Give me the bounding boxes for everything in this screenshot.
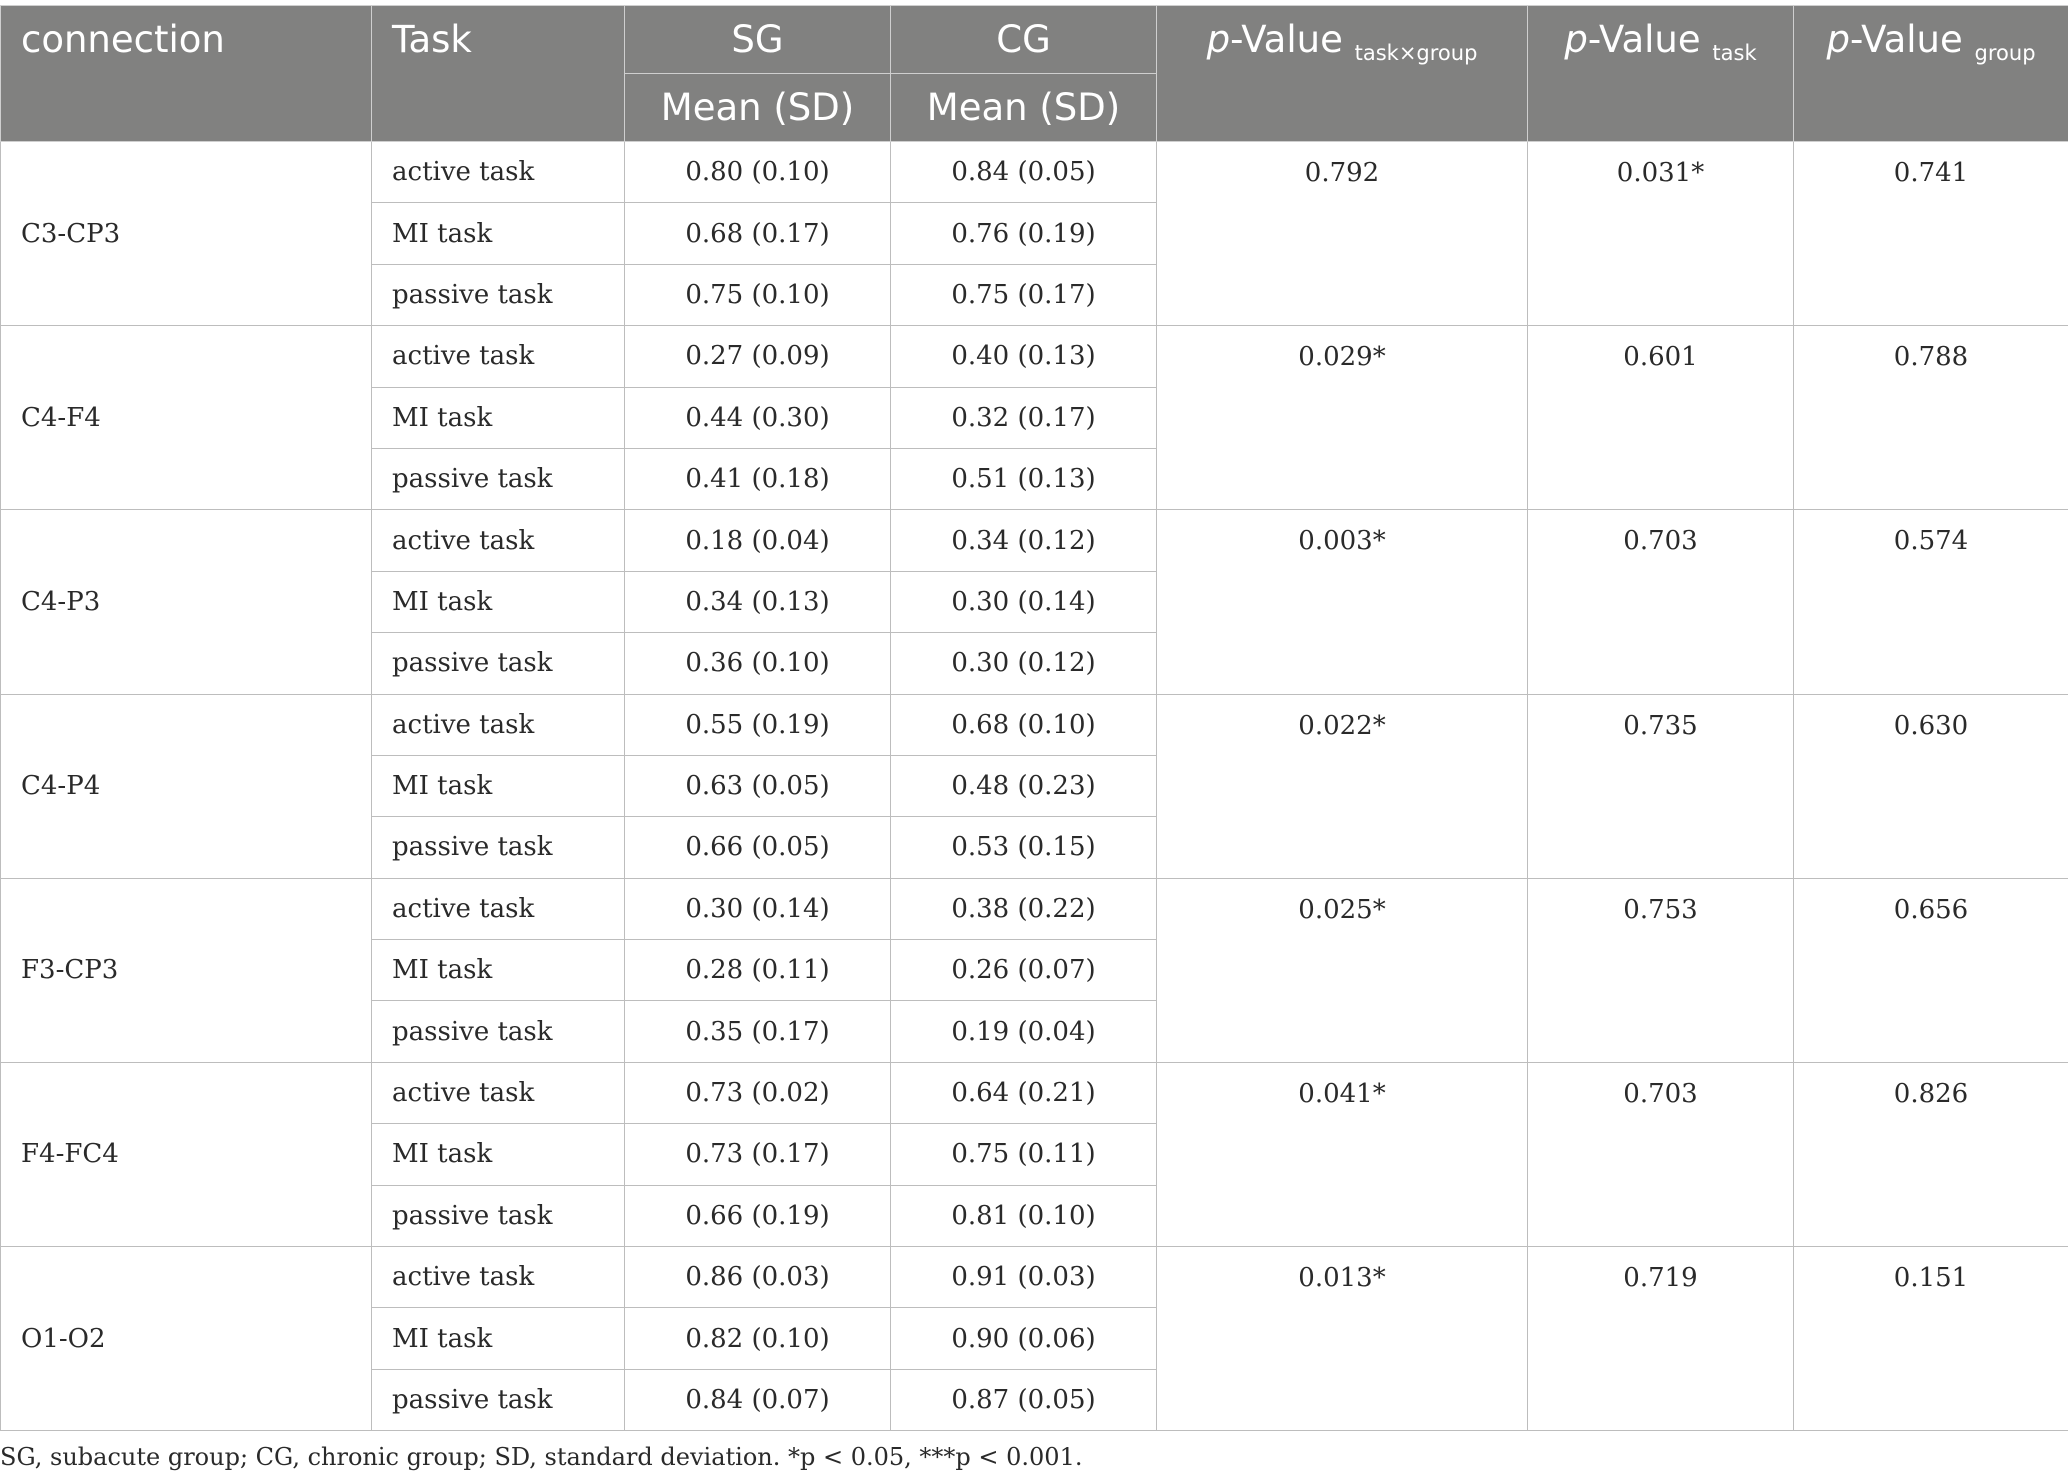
p-task-cell: 0.719 (1528, 1247, 1794, 1431)
task-cell: active task (372, 1062, 625, 1123)
task-cell: MI task (372, 940, 625, 1001)
sg-value-cell: 0.84 (0.07) (625, 1369, 891, 1430)
task-cell: passive task (372, 633, 625, 694)
p-value-word: -Value (1230, 18, 1343, 61)
table-row (1, 142, 2068, 203)
sg-value-cell: 0.68 (0.17) (625, 203, 891, 264)
sg-value-cell: 0.30 (0.14) (625, 878, 891, 939)
sg-value-cell: 0.75 (0.10) (625, 264, 891, 325)
header-task: Task (372, 6, 625, 142)
p-letter: p (1826, 18, 1850, 61)
cg-value-cell: 0.87 (0.05) (891, 1369, 1157, 1430)
cg-value-cell: 0.26 (0.07) (891, 940, 1157, 1001)
task-cell: passive task (372, 264, 625, 325)
cg-value-cell: 0.75 (0.11) (891, 1124, 1157, 1185)
table-row (1, 1062, 2068, 1123)
task-cell: active task (372, 878, 625, 939)
header-sg-mean-sd: Mean (SD) (625, 74, 891, 142)
sg-value-cell: 0.18 (0.04) (625, 510, 891, 571)
p-value-word: -Value (1849, 18, 1963, 61)
results-table (0, 5, 2068, 1431)
cg-value-cell: 0.64 (0.21) (891, 1062, 1157, 1123)
sg-value-cell: 0.86 (0.03) (625, 1247, 891, 1308)
connection-cell: C4-P4 (1, 694, 372, 878)
connection-cell: C4-P3 (1, 510, 372, 694)
p-interaction-cell: 0.029* (1157, 326, 1528, 510)
task-cell: MI task (372, 203, 625, 264)
task-cell: MI task (372, 755, 625, 816)
sg-value-cell: 0.34 (0.13) (625, 571, 891, 632)
table-row (1, 694, 2068, 755)
p-interaction-cell: 0.003* (1157, 510, 1528, 694)
p-task-cell: 0.735 (1528, 694, 1794, 878)
table-row (1, 1247, 2068, 1308)
header-cg-mean-sd: Mean (SD) (891, 74, 1157, 142)
sg-value-cell: 0.66 (0.05) (625, 817, 891, 878)
header-cg: CG (891, 6, 1157, 74)
p-letter: p (1564, 18, 1588, 61)
sg-value-cell: 0.35 (0.17) (625, 1001, 891, 1062)
task-cell: passive task (372, 448, 625, 509)
sg-value-cell: 0.55 (0.19) (625, 694, 891, 755)
p-interaction-cell: 0.022* (1157, 694, 1528, 878)
p-interaction-cell: 0.013* (1157, 1247, 1528, 1431)
sg-value-cell: 0.27 (0.09) (625, 326, 891, 387)
cg-value-cell: 0.53 (0.15) (891, 817, 1157, 878)
p-interaction-cell: 0.025* (1157, 878, 1528, 1062)
task-cell: MI task (372, 571, 625, 632)
task-cell: passive task (372, 1001, 625, 1062)
task-cell: passive task (372, 817, 625, 878)
p-task-cell: 0.703 (1528, 1062, 1794, 1246)
sg-value-cell: 0.44 (0.30) (625, 387, 891, 448)
task-cell: MI task (372, 387, 625, 448)
p-group-cell: 0.656 (1794, 878, 2068, 1062)
sg-value-cell: 0.66 (0.19) (625, 1185, 891, 1246)
p-group-cell: 0.826 (1794, 1062, 2068, 1246)
sg-value-cell: 0.80 (0.10) (625, 142, 891, 203)
p-task-cell: 0.601 (1528, 326, 1794, 510)
task-cell: active task (372, 326, 625, 387)
p-group-cell: 0.151 (1794, 1247, 2068, 1431)
header-connection: connection (1, 6, 372, 142)
p-task-cell: 0.703 (1528, 510, 1794, 694)
sg-value-cell: 0.73 (0.17) (625, 1124, 891, 1185)
p-task-cell: 0.031* (1528, 142, 1794, 326)
p-interaction-cell: 0.041* (1157, 1062, 1528, 1246)
connection-cell: C4-F4 (1, 326, 372, 510)
task-cell: passive task (372, 1369, 625, 1430)
task-cell: MI task (372, 1124, 625, 1185)
p-letter: p (1206, 18, 1231, 61)
header-p-task (1528, 6, 1794, 142)
p-group-cell: 0.574 (1794, 510, 2068, 694)
cg-value-cell: 0.38 (0.22) (891, 878, 1157, 939)
header-p-group (1794, 6, 2068, 142)
p-subscript: task×group (1354, 41, 1478, 65)
sg-value-cell: 0.63 (0.05) (625, 755, 891, 816)
p-subscript: task (1712, 41, 1757, 65)
sg-value-cell: 0.73 (0.02) (625, 1062, 891, 1123)
task-cell: active task (372, 694, 625, 755)
task-cell: active task (372, 510, 625, 571)
cg-value-cell: 0.91 (0.03) (891, 1247, 1157, 1308)
cg-value-cell: 0.75 (0.17) (891, 264, 1157, 325)
p-group-cell: 0.630 (1794, 694, 2068, 878)
connection-cell: O1-O2 (1, 1247, 372, 1431)
p-group-cell: 0.788 (1794, 326, 2068, 510)
p-group-cell: 0.741 (1794, 142, 2068, 326)
cg-value-cell: 0.40 (0.13) (891, 326, 1157, 387)
cg-value-cell: 0.81 (0.10) (891, 1185, 1157, 1246)
table-row (1, 326, 2068, 387)
cg-value-cell: 0.48 (0.23) (891, 755, 1157, 816)
task-cell: MI task (372, 1308, 625, 1369)
cg-value-cell: 0.68 (0.10) (891, 694, 1157, 755)
task-cell: active task (372, 1247, 625, 1308)
sg-value-cell: 0.82 (0.10) (625, 1308, 891, 1369)
table-body (1, 142, 2068, 1431)
connection-cell: F3-CP3 (1, 878, 372, 1062)
table-footnote: SG, subacute group; CG, chronic group; SD, standard deviation. *p < 0.05, ***p < 0.001. (0, 1443, 1083, 1471)
cg-value-cell: 0.30 (0.12) (891, 633, 1157, 694)
sg-value-cell: 0.28 (0.11) (625, 940, 891, 1001)
p-interaction-cell: 0.792 (1157, 142, 1528, 326)
task-cell: passive task (372, 1185, 625, 1246)
table-header (1, 6, 2068, 142)
p-value-word: -Value (1587, 18, 1701, 61)
cg-value-cell: 0.34 (0.12) (891, 510, 1157, 571)
connection-cell: F4-FC4 (1, 1062, 372, 1246)
task-cell: active task (372, 142, 625, 203)
connection-cell: C3-CP3 (1, 142, 372, 326)
cg-value-cell: 0.84 (0.05) (891, 142, 1157, 203)
table-row (1, 510, 2068, 571)
sg-value-cell: 0.41 (0.18) (625, 448, 891, 509)
table-row (1, 878, 2068, 939)
cg-value-cell: 0.51 (0.13) (891, 448, 1157, 509)
cg-value-cell: 0.76 (0.19) (891, 203, 1157, 264)
cg-value-cell: 0.19 (0.04) (891, 1001, 1157, 1062)
p-subscript: group (1974, 41, 2036, 65)
cg-value-cell: 0.32 (0.17) (891, 387, 1157, 448)
sg-value-cell: 0.36 (0.10) (625, 633, 891, 694)
cg-value-cell: 0.30 (0.14) (891, 571, 1157, 632)
header-sg: SG (625, 6, 891, 74)
p-task-cell: 0.753 (1528, 878, 1794, 1062)
cg-value-cell: 0.90 (0.06) (891, 1308, 1157, 1369)
header-p-interaction (1157, 6, 1528, 142)
